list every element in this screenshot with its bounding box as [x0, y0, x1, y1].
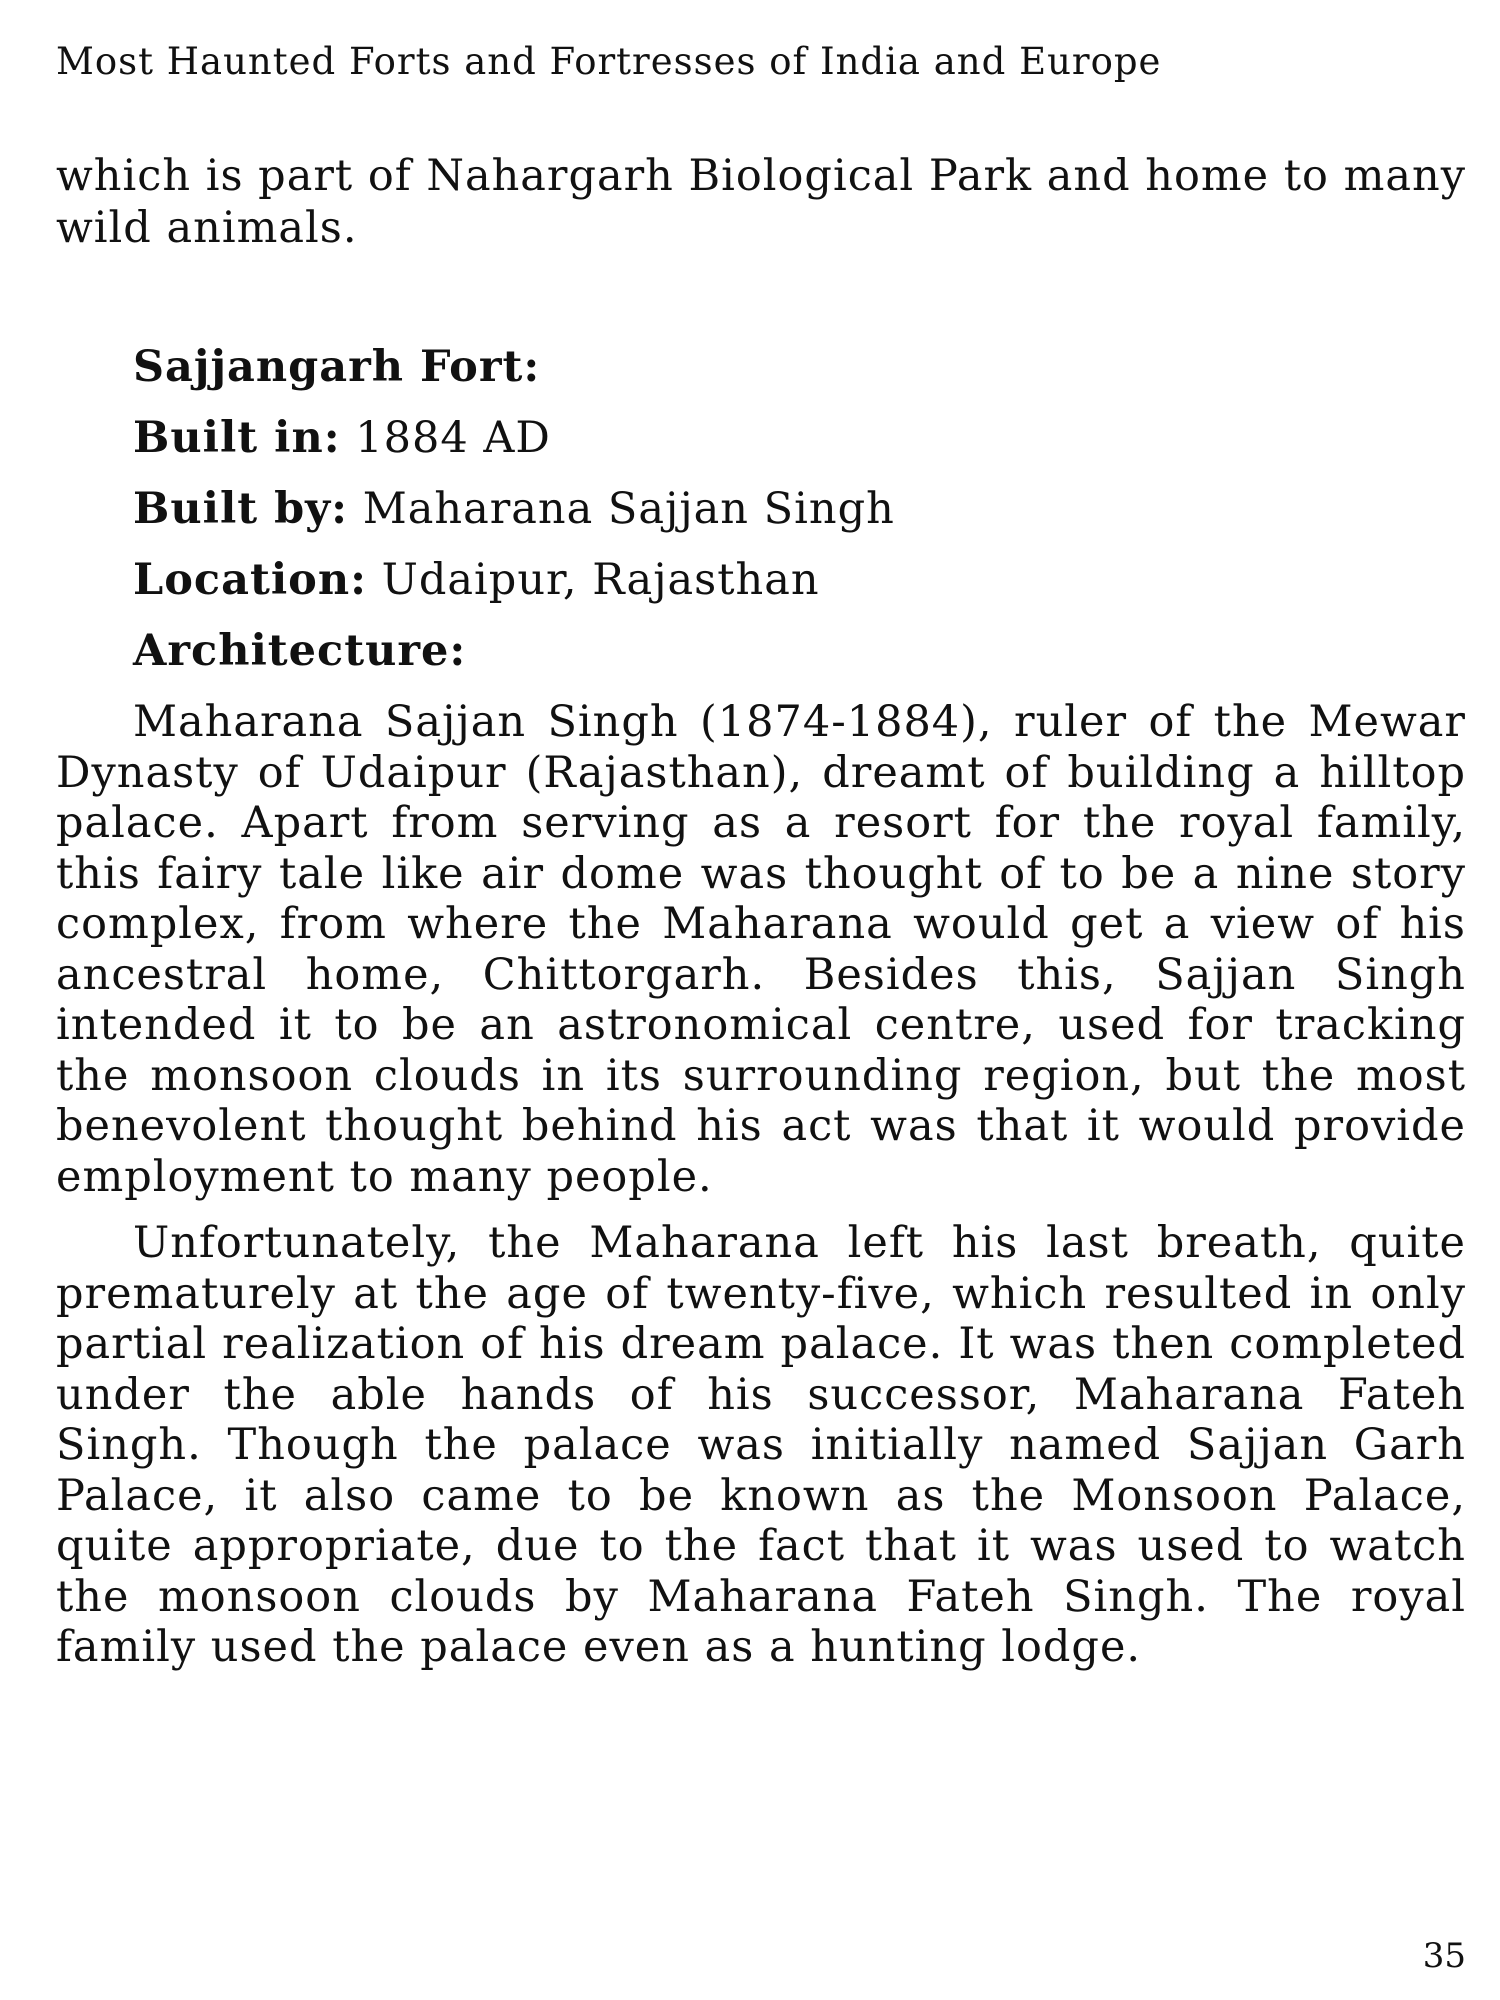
section-title-line [133, 342, 1466, 392]
built-by-line [133, 484, 1466, 534]
running-header: Most Haunted Forts and Fortresses of India and Europe [56, 40, 1162, 83]
built-in-value: 1884 AD [355, 413, 551, 463]
built-by-value: Maharana Sajjan Singh [362, 484, 895, 534]
page-number: 35 [1422, 1936, 1466, 1976]
architecture-label: Architecture: [133, 626, 467, 676]
body-paragraph: Unfortunately, the Maharana left his last breath, quite prematurely at the age of twenty-five, which resulted in only partial realization of his dream palace. It was then completed under the able hands of his successor, Maharana Fateh Singh. Though the palace was initially named Sajjan Garh Palace, it also came to be known as the Monsoon Palace, quite appropriate, due to the fact that it was used to watch the monsoon clouds by Maharana Fateh Singh. The royal family used the palace even as a hunting lodge. [56, 1218, 1466, 1672]
location-label: Location: [133, 555, 367, 605]
built-in-line [133, 413, 1466, 463]
built-by-label: Built by: [133, 484, 349, 534]
body-paragraph: Maharana Sajjan Singh (1874-1884), ruler of the Mewar Dynasty of Udaipur (Rajasthan), dreamt of building a hilltop palace. Apart from serving as a resort for the royal family, this fairy tale like air dome was thought of to be a nine story complex, from where the Maharana would get a view of his ancestral home, Chittorgarh. Besides this, Sajjan Singh intended it to be an astronomical centre, used for tracking the monsoon clouds in its surrounding region, but the most benevolent thought behind his act was that it would provide employment to many people. [56, 697, 1466, 1202]
location-value: Udaipur, Rajasthan [381, 555, 820, 605]
intro-paragraph: which is part of Nahargarh Biological Park and home to many wild animals. [56, 151, 1466, 253]
location-line [133, 555, 1466, 605]
built-in-label: Built in: [133, 413, 341, 463]
architecture-line [133, 626, 1466, 676]
fort-section [56, 342, 1466, 1689]
section-title: Sajjangarh Fort: [133, 342, 541, 392]
